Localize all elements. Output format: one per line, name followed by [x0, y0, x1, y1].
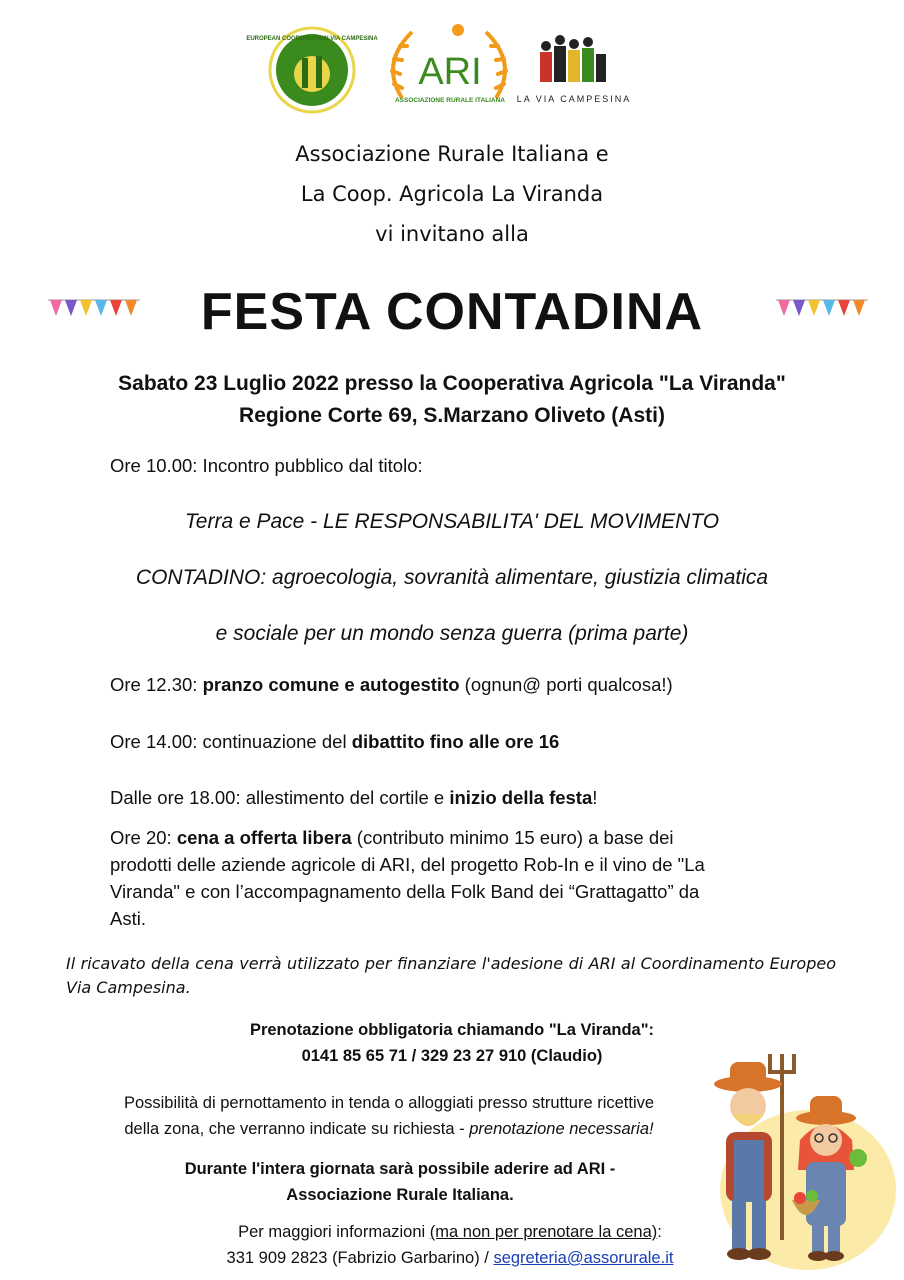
join-line-2: Associazione Rurale Italiana.	[286, 1186, 514, 1204]
booking-line-1: Prenotazione obbligatoria chiamando "La Viranda":	[249, 1021, 655, 1039]
schedule-item-4-bold: inizio della festa	[449, 787, 593, 808]
ari-logo	[392, 24, 506, 104]
join-line-1: Durante l'intera giornata sarà possibile aderire ad ARI -	[184, 1160, 616, 1178]
info-line-1-underlined: (ma non per prenotare la cena)	[429, 1223, 658, 1241]
schedule-item-5	[110, 824, 830, 932]
farmers-illustration	[708, 1040, 898, 1272]
booking-line-2: 0141 85 65 71 / 329 23 27 910 (Claudio)	[301, 1047, 603, 1065]
partner-logos	[246, 18, 632, 108]
bunting-right-decoration	[776, 298, 868, 320]
schedule-item-2	[110, 674, 673, 696]
event-date-line: Sabato 23 Luglio 2022 presso la Cooperativa Agricola "La Viranda"	[118, 372, 786, 395]
schedule-item-5-time: Ore 20:	[110, 827, 177, 848]
ecvc-logo-text: EUROPEAN COORDINATION VIA CAMPESINA	[246, 36, 378, 42]
schedule-item-4	[110, 787, 597, 809]
topic-line-3: e sociale per un mondo senza guerra (prima parte)	[215, 622, 689, 645]
lodging-line-2-italic: prenotazione necessaria!	[469, 1120, 654, 1138]
invite-line-3: vi invitano alla	[375, 222, 529, 246]
event-address-line: Regione Corte 69, S.Marzano Oliveto (Asti)	[239, 404, 665, 427]
topic-line-1: Terra e Pace - LE RESPONSABILITA' DEL MOVIMENTO	[184, 510, 720, 533]
schedule-item-3-bold: dibattito fino alle ore 16	[351, 731, 560, 752]
proceeds-note: Il ricavato della cena verrà utilizzato per finanziare l'adesione di ARI al Coordinamento Europeo Via Campesina.	[66, 954, 836, 997]
contact-email-link[interactable]: segreteria@assorurale.it	[493, 1249, 674, 1267]
invite-line-2: La Coop. Agricola La Viranda	[300, 182, 604, 206]
schedule-item-4-end: !	[592, 787, 598, 808]
schedule-item-2-bold: pranzo comune e autogestito	[202, 674, 460, 695]
info-line-1-end: :	[657, 1223, 662, 1241]
schedule-item-3-time: Ore 14.00: continuazione del	[110, 731, 352, 752]
lodging-line-2-plain: della zona, che verranno indicate su richiesta -	[124, 1120, 470, 1138]
schedule-item-5-line-1	[110, 824, 830, 851]
topic-line-2: CONTADINO: agroecologia, sovranità alimentare, giustizia climatica	[135, 566, 769, 589]
bunting-flag	[778, 300, 790, 316]
schedule-item-5-rest: (contributo minimo 15 euro) a base dei	[351, 827, 674, 848]
logo-row	[246, 18, 632, 108]
schedule-item-5-line-4: Asti.	[110, 908, 146, 929]
bunting-flag	[823, 300, 835, 316]
la-via-campesina-logo	[517, 35, 632, 104]
lodging-line-1: Possibilità di pernottamento in tenda o alloggiati presso strutture ricettive	[123, 1094, 655, 1112]
ecvc-logo	[246, 28, 378, 112]
info-line-1-plain: Per maggiori informazioni	[238, 1223, 430, 1241]
ari-logo-text: ARI	[418, 51, 482, 93]
bunting-flag	[793, 300, 805, 316]
bunting-flag	[853, 300, 865, 316]
schedule-item-3	[110, 731, 559, 753]
lvc-logo-text: LA VIA CAMPESINA	[516, 94, 632, 104]
schedule-item-2-rest: (ognun@ porti qualcosa!)	[459, 674, 673, 695]
bunting-flag	[838, 300, 850, 316]
schedule-item-5-line-2: prodotti delle aziende agricole di ARI, del progetto Rob-In e il vino de "La	[110, 854, 705, 875]
event-title: FESTA CONTADINA	[200, 283, 704, 341]
schedule-item-1: Ore 10.00: Incontro pubblico dal titolo:	[110, 455, 423, 476]
invite-line-1: Associazione Rurale Italiana e	[295, 142, 609, 166]
schedule-item-2-time: Ore 12.30:	[110, 674, 203, 695]
ari-logo-subtitle: ASSOCIAZIONE RURALE ITALIANA	[394, 97, 506, 104]
schedule-item-5-bold: cena a offerta libera	[176, 827, 352, 848]
info-line-2-plain: 331 909 2823 (Fabrizio Garbarino) /	[226, 1249, 494, 1267]
bunting-flag	[808, 300, 820, 316]
schedule-item-4-time: Dalle ore 18.00: allestimento del cortile e	[110, 787, 450, 808]
lodging-line-2	[0, 1120, 778, 1139]
schedule-item-5-line-3: Viranda" e con l’accompagnamento della Folk Band dei “Grattagatto” da	[110, 881, 700, 902]
